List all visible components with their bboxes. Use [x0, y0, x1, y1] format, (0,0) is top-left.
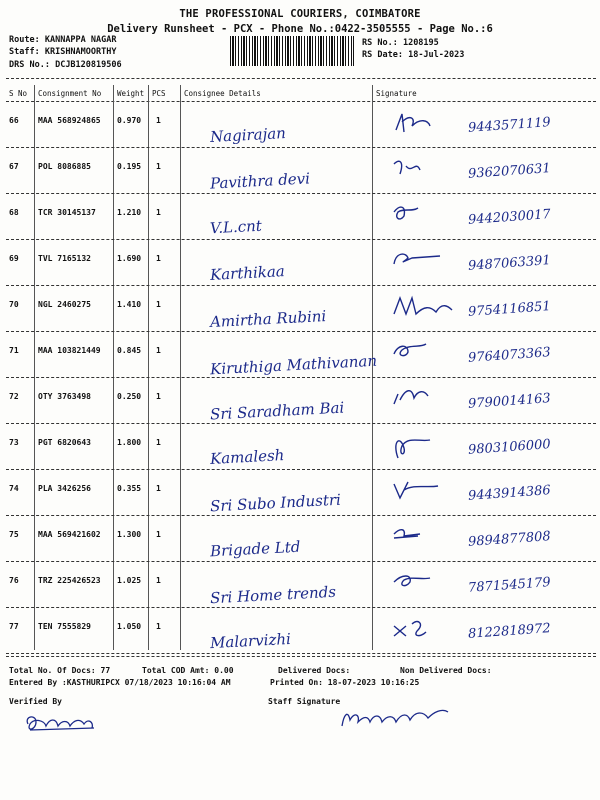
row-sno: 70 [9, 300, 19, 309]
row-pcs: 1 [156, 392, 161, 401]
row-consignee-name: Sri Subo Industri [209, 490, 342, 516]
drs-value: DCJB120819506 [55, 60, 122, 70]
row-phone-number: 7871545179 [467, 575, 552, 596]
row-sno: 75 [9, 530, 19, 539]
row-weight: 1.300 [117, 530, 142, 539]
barcode-image [230, 36, 354, 66]
row-signature [390, 476, 460, 508]
row-pcs: 1 [156, 576, 161, 585]
row-phone-number: 9790014163 [467, 391, 552, 412]
row-signature [390, 246, 460, 278]
col-line [148, 85, 149, 650]
route-value: KANNAPPA NAGAR [44, 35, 117, 45]
row-consignment-no: POL 8086885 [38, 162, 91, 171]
header-divider-top [6, 78, 596, 79]
row-consignee-name: Karthikaa [209, 262, 286, 284]
header-divider-bottom [6, 101, 596, 102]
col-pcs: PCS [152, 89, 166, 98]
row-sno: 72 [9, 392, 19, 401]
row-signature [390, 108, 460, 140]
row-weight: 1.050 [117, 622, 142, 631]
row-pcs: 1 [156, 162, 161, 171]
row-consignment-no: NGL 2460275 [38, 300, 91, 309]
entered-by: Entered By :KASTHURIPCX 07/18/2023 10:16:04 AM [9, 678, 231, 687]
row-divider [6, 515, 596, 516]
rs-date-value: 18-Jul-2023 [408, 50, 465, 60]
row-pcs: 1 [156, 438, 161, 447]
row-weight: 0.195 [117, 162, 142, 171]
rs-no-line [362, 38, 439, 48]
row-sno: 68 [9, 208, 19, 217]
row-sno: 67 [9, 162, 19, 171]
non-delivered-docs: Non Delivered Docs: [400, 666, 492, 675]
row-consignee-name: Sri Saradham Bai [209, 398, 345, 424]
runsheet-subtitle: Delivery Runsheet - PCX - Phone No.:0422-3505555 - Page No.:6 [107, 23, 493, 35]
row-consignment-no: MAA 103821449 [38, 346, 101, 355]
printed-on: Printed On: 18-07-2023 10:16:25 [270, 678, 420, 687]
row-pcs: 1 [156, 484, 161, 493]
row-divider [6, 193, 596, 194]
row-signature [390, 568, 460, 600]
row-weight: 0.355 [117, 484, 142, 493]
company-title: THE PROFESSIONAL COURIERS, COIMBATORE [179, 8, 421, 20]
row-pcs: 1 [156, 254, 161, 263]
row-consignment-no: PGT 6820643 [38, 438, 91, 447]
route-label: Route: [9, 35, 40, 45]
row-signature [390, 200, 460, 232]
row-pcs: 1 [156, 622, 161, 631]
row-divider [6, 607, 596, 608]
row-consignment-no: TVL 7165132 [38, 254, 91, 263]
staff-label: Staff: [9, 47, 40, 57]
row-weight: 0.250 [117, 392, 142, 401]
row-consignee-name: Nagirajan [209, 124, 287, 146]
row-weight: 1.025 [117, 576, 142, 585]
row-divider [6, 469, 596, 470]
row-weight: 1.210 [117, 208, 142, 217]
row-pcs: 1 [156, 208, 161, 217]
col-weight: Weight [117, 89, 145, 98]
row-divider [6, 285, 596, 286]
row-consignee-name: Malarvizhi [209, 629, 292, 653]
row-consignment-no: OTY 3763498 [38, 392, 91, 401]
row-divider [6, 239, 596, 240]
col-sno: S No [9, 89, 28, 98]
row-phone-number: 9362070631 [467, 161, 552, 182]
row-weight: 1.800 [117, 438, 142, 447]
row-weight: 0.845 [117, 346, 142, 355]
drs-line [9, 60, 122, 70]
route-line [9, 35, 117, 45]
row-divider [6, 377, 596, 378]
staff-line [9, 47, 117, 57]
row-sno: 77 [9, 622, 19, 631]
drs-label: DRS No.: [9, 60, 50, 70]
staff-value: KRISHNAMOORTHY [44, 47, 117, 57]
total-docs: Total No. Of Docs: 77 [9, 666, 111, 675]
row-signature [390, 154, 460, 186]
row-consignee-name: Pavithra devi [209, 169, 311, 193]
col-signature: Signature [376, 89, 417, 98]
row-phone-number: 9803106000 [467, 437, 552, 458]
row-signature [390, 384, 460, 416]
row-consignment-no: MAA 569421602 [38, 530, 101, 539]
row-consignee-name: Sri Home trends [209, 582, 337, 608]
row-phone-number: 9443571119 [467, 115, 552, 136]
row-consignment-no: TCR 30145137 [38, 208, 96, 217]
row-consignee-name: Amirtha Rubini [209, 306, 327, 332]
row-sno: 74 [9, 484, 19, 493]
row-signature [390, 338, 460, 370]
row-consignment-no: PLA 3426256 [38, 484, 91, 493]
staff-signature [338, 702, 468, 732]
rs-date-line [362, 50, 464, 60]
col-consignment: Consignment No [38, 89, 102, 98]
staff-signature-label: Staff Signature [268, 697, 341, 706]
rs-no-label: RS No.: [362, 38, 398, 48]
row-weight: 1.410 [117, 300, 142, 309]
row-divider [6, 423, 596, 424]
row-sno: 73 [9, 438, 19, 447]
col-line [180, 85, 181, 650]
row-phone-number: 9487063391 [467, 253, 552, 274]
row-phone-number: 9754116851 [467, 299, 552, 320]
row-weight: 0.970 [117, 116, 142, 125]
row-consignment-no: TRZ 225426523 [38, 576, 101, 585]
row-consignee-name: Kiruthiga Mathivanan [209, 351, 378, 379]
row-sno: 69 [9, 254, 19, 263]
row-pcs: 1 [156, 116, 161, 125]
row-signature [390, 614, 460, 646]
col-line [34, 85, 35, 650]
row-divider [6, 147, 596, 148]
row-pcs: 1 [156, 530, 161, 539]
total-cod: Total COD Amt: 0.00 [142, 666, 234, 675]
verified-by-label: Verified By [9, 697, 62, 706]
row-signature [390, 522, 460, 554]
row-consignee-name: Brigade Ltd [209, 537, 301, 561]
row-weight: 1.690 [117, 254, 142, 263]
row-pcs: 1 [156, 300, 161, 309]
row-consignee-name: Kamalesh [209, 446, 285, 468]
row-phone-number: 9764073363 [467, 345, 552, 366]
row-phone-number: 9442030017 [467, 207, 552, 228]
row-sno: 66 [9, 116, 19, 125]
rs-date-label: RS Date: [362, 50, 403, 60]
row-divider [6, 561, 596, 562]
row-consignee-name: V.L.cnt [209, 216, 263, 238]
row-divider [6, 331, 596, 332]
row-phone-number: 9443914386 [467, 483, 552, 504]
row-consignment-no: MAA 568924865 [38, 116, 101, 125]
row-signature [390, 430, 460, 462]
row-divider [6, 653, 596, 654]
row-phone-number: 9894877808 [467, 529, 552, 550]
verifier-signature [22, 710, 112, 736]
col-consignee: Consignee Details [184, 89, 261, 98]
row-consignment-no: TEN 7555829 [38, 622, 91, 631]
row-sno: 71 [9, 346, 19, 355]
col-line [113, 85, 114, 650]
row-sno: 76 [9, 576, 19, 585]
rs-no-value: 1208195 [402, 38, 439, 48]
row-signature [390, 292, 460, 324]
row-phone-number: 8122818972 [467, 621, 552, 642]
delivered-docs: Delivered Docs: [278, 666, 351, 675]
footer-divider [6, 656, 596, 657]
row-pcs: 1 [156, 346, 161, 355]
